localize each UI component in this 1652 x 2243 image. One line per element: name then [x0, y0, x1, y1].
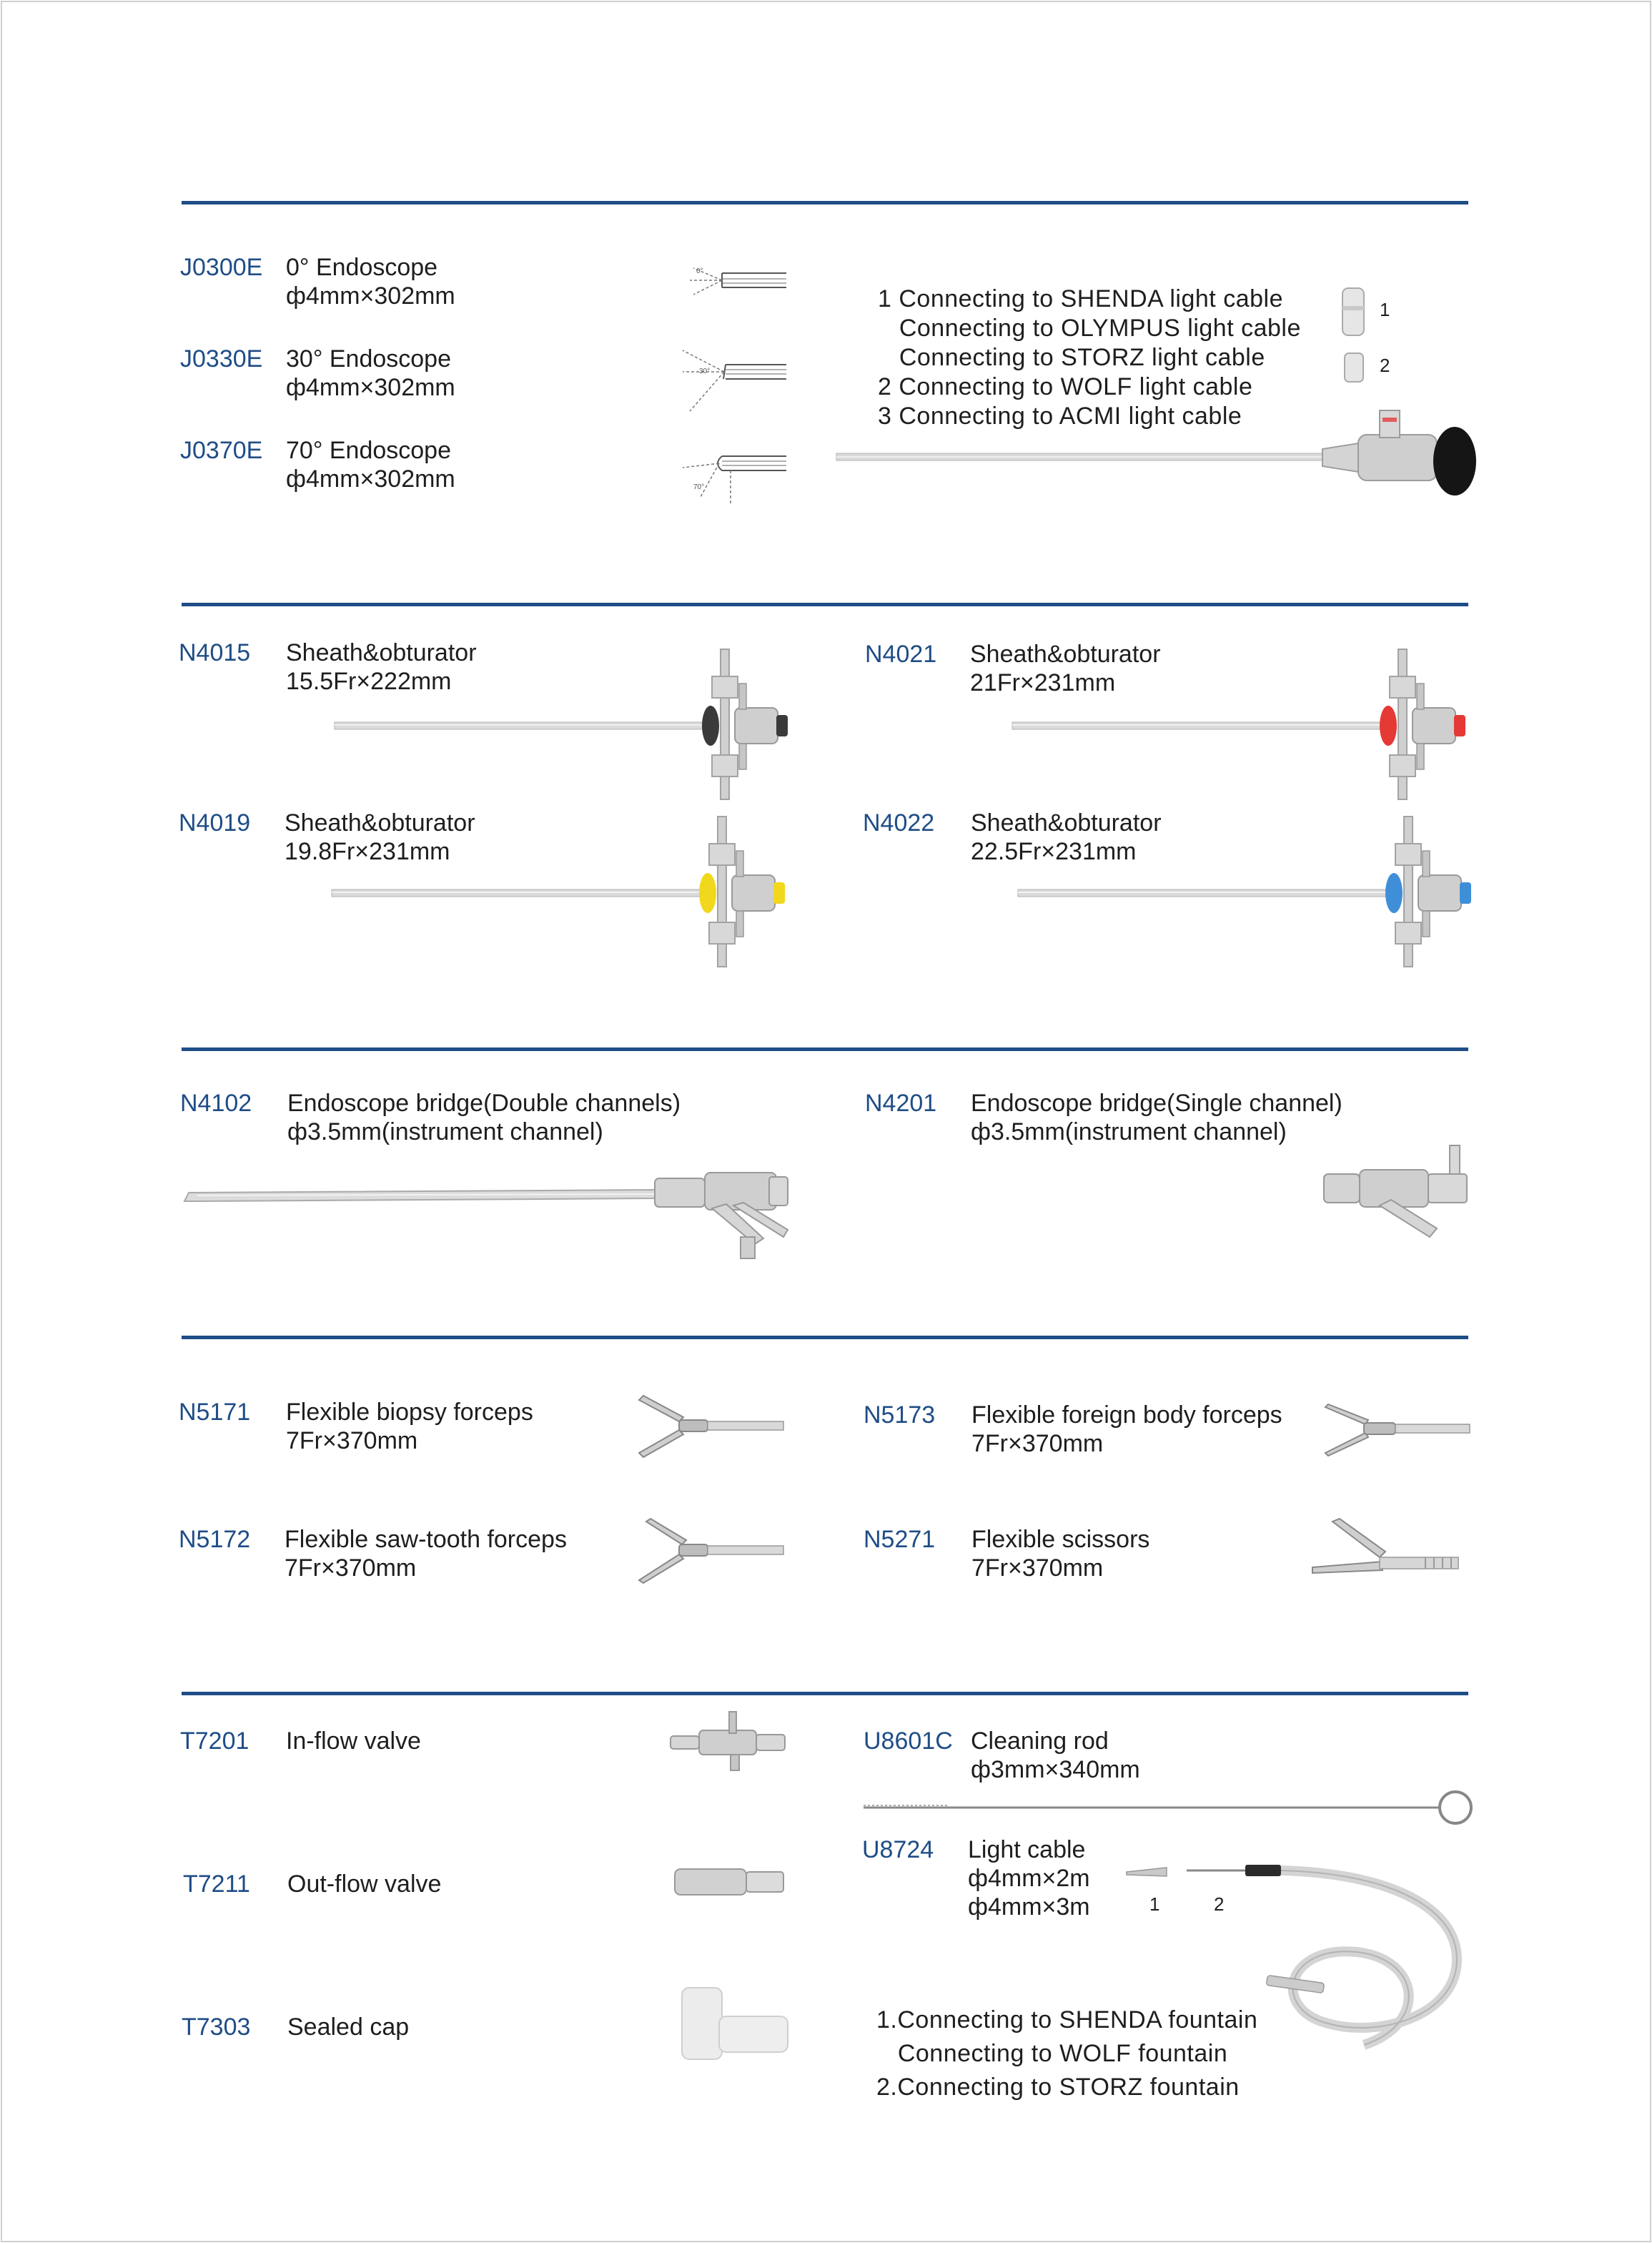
sheath-illustration [335, 648, 792, 805]
product-code: T7303 [182, 2013, 251, 2041]
product-spec: ф3.5mm(instrument channel) [971, 1118, 1287, 1145]
angle-label: 30° [699, 368, 711, 375]
product-description [286, 436, 455, 493]
product-code: T7201 [180, 1727, 249, 1755]
fountain-notes [876, 2003, 1257, 2104]
product-name: Flexible saw-tooth forceps [285, 1526, 567, 1553]
product-description [971, 1727, 1140, 1784]
product-spec: 7Fr×370mm [971, 1430, 1104, 1457]
product-name: In-flow valve [286, 1727, 421, 1755]
sheath-color-ring [1380, 706, 1397, 746]
product-code: N4022 [863, 809, 935, 837]
sheath-color-ring [1385, 873, 1403, 913]
double-channel-bridge-illustration [183, 1158, 791, 1266]
product-spec: ф4mm×302mm [286, 282, 455, 310]
section-divider [182, 1047, 1468, 1051]
product-spec: ф4mm×3m [968, 1893, 1090, 1921]
adapter-number: 2 [1380, 355, 1390, 376]
adapter-2-icon [1341, 350, 1370, 386]
product-name: Out-flow valve [287, 1870, 442, 1898]
product-spec: 19.8Fr×231mm [285, 838, 450, 865]
section-divider [182, 603, 1468, 606]
note-line: 3 Connecting to ACMI light cable [878, 403, 1242, 430]
product-description [286, 253, 455, 310]
product-code: N4201 [865, 1090, 937, 1117]
cable-connector-number: 2 [1214, 1893, 1225, 1915]
sealed-cap-illustration [679, 1985, 793, 2064]
product-code: J0330E [180, 345, 263, 373]
product-name: Flexible biopsy forceps [286, 1399, 533, 1426]
adapter-1-icon [1337, 285, 1372, 342]
product-code: N5173 [864, 1401, 936, 1429]
product-spec: ф4mm×302mm [286, 374, 455, 401]
product-name: Light cable [968, 1836, 1086, 1863]
product-name: Sealed cap [287, 2013, 410, 2041]
sheath-color-ring [702, 706, 719, 746]
section-divider [182, 201, 1468, 204]
product-name: Sheath&obturator [971, 809, 1162, 837]
product-spec: 22.5Fr×231mm [971, 838, 1137, 865]
product-spec: 7Fr×370mm [971, 1554, 1104, 1582]
product-spec: 15.5Fr×222mm [286, 668, 452, 695]
product-name: Sheath&obturator [970, 641, 1161, 668]
product-name: Endoscope bridge(Single channel) [971, 1090, 1342, 1117]
sheath-illustration [332, 815, 789, 972]
biopsy-forceps-illustration [636, 1394, 786, 1459]
endoscope-illustration [836, 400, 1451, 501]
product-spec: 21Fr×231mm [970, 669, 1116, 696]
product-spec: ф4mm×302mm [286, 465, 455, 493]
note-line: Connecting to OLYMPUS light cable [878, 315, 1301, 342]
product-code: U8601C [864, 1727, 953, 1755]
endoscope-tip-70-diagram [679, 443, 793, 508]
saw-tooth-forceps-illustration [636, 1519, 786, 1583]
product-name: Endoscope bridge(Double channels) [287, 1090, 681, 1117]
single-channel-bridge-illustration [1322, 1143, 1473, 1243]
product-code: U8724 [862, 1836, 934, 1863]
cleaning-rod-illustration [862, 1788, 1477, 1830]
product-name: 0° Endoscope [286, 254, 438, 281]
note-line: Connecting to STORZ light cable [878, 344, 1265, 371]
product-name: 70° Endoscope [286, 437, 451, 464]
sheath-color-ring [699, 873, 716, 913]
product-name: Flexible foreign body forceps [971, 1401, 1282, 1429]
product-spec: 7Fr×370mm [286, 1427, 418, 1454]
product-name: Flexible scissors [971, 1526, 1150, 1553]
angle-label: 0° [696, 267, 703, 275]
endoscope-tip-0-diagram [686, 257, 793, 315]
note-line: 1.Connecting to SHENDA fountain [876, 2006, 1258, 2034]
sheath-illustration [1012, 648, 1470, 805]
angle-label: 70° [693, 483, 705, 491]
product-description [971, 1089, 1342, 1146]
note-line: Connecting to WOLF fountain [876, 2040, 1228, 2067]
endoscope-tip-30-diagram [679, 343, 793, 415]
product-description [971, 1401, 1282, 1458]
product-code: J0300E [180, 254, 263, 281]
product-name: Cleaning rod [971, 1727, 1109, 1755]
adapter-number: 1 [1380, 299, 1390, 320]
note-line: 2 Connecting to WOLF light cable [878, 373, 1253, 400]
note-line: 2.Connecting to STORZ fountain [876, 2074, 1240, 2101]
in-flow-valve-illustration [668, 1709, 789, 1773]
product-description [285, 1525, 567, 1582]
product-description [286, 1398, 533, 1455]
cable-connector-number: 1 [1149, 1893, 1160, 1915]
product-description [971, 1525, 1149, 1582]
product-spec: ф3.5mm(instrument channel) [287, 1118, 603, 1145]
product-description [286, 345, 455, 402]
sheath-illustration [1018, 815, 1475, 972]
product-name: 30° Endoscope [286, 345, 451, 373]
product-code: N4102 [180, 1090, 252, 1117]
product-description [287, 1089, 681, 1146]
out-flow-valve-illustration [672, 1862, 786, 1902]
product-name: Sheath&obturator [286, 639, 477, 666]
scissors-illustration [1311, 1519, 1468, 1583]
foreign-body-forceps-illustration [1322, 1403, 1473, 1460]
product-description [968, 1835, 1090, 1921]
product-code: J0370E [180, 437, 263, 464]
product-code: N5271 [864, 1526, 936, 1553]
product-code: N5171 [179, 1399, 251, 1426]
section-divider [182, 1336, 1468, 1339]
note-line: 1 Connecting to SHENDA light cable [878, 285, 1283, 312]
product-code: N4019 [179, 809, 251, 837]
product-code: N4021 [865, 641, 937, 668]
product-spec: 7Fr×370mm [285, 1554, 417, 1582]
product-spec: ф3mm×340mm [971, 1756, 1140, 1783]
product-code: N5172 [179, 1526, 251, 1553]
product-spec: ф4mm×2m [968, 1865, 1090, 1892]
product-code: N4015 [179, 639, 251, 666]
section-divider [182, 1692, 1468, 1695]
product-code: T7211 [183, 1870, 250, 1898]
product-name: Sheath&obturator [285, 809, 475, 837]
